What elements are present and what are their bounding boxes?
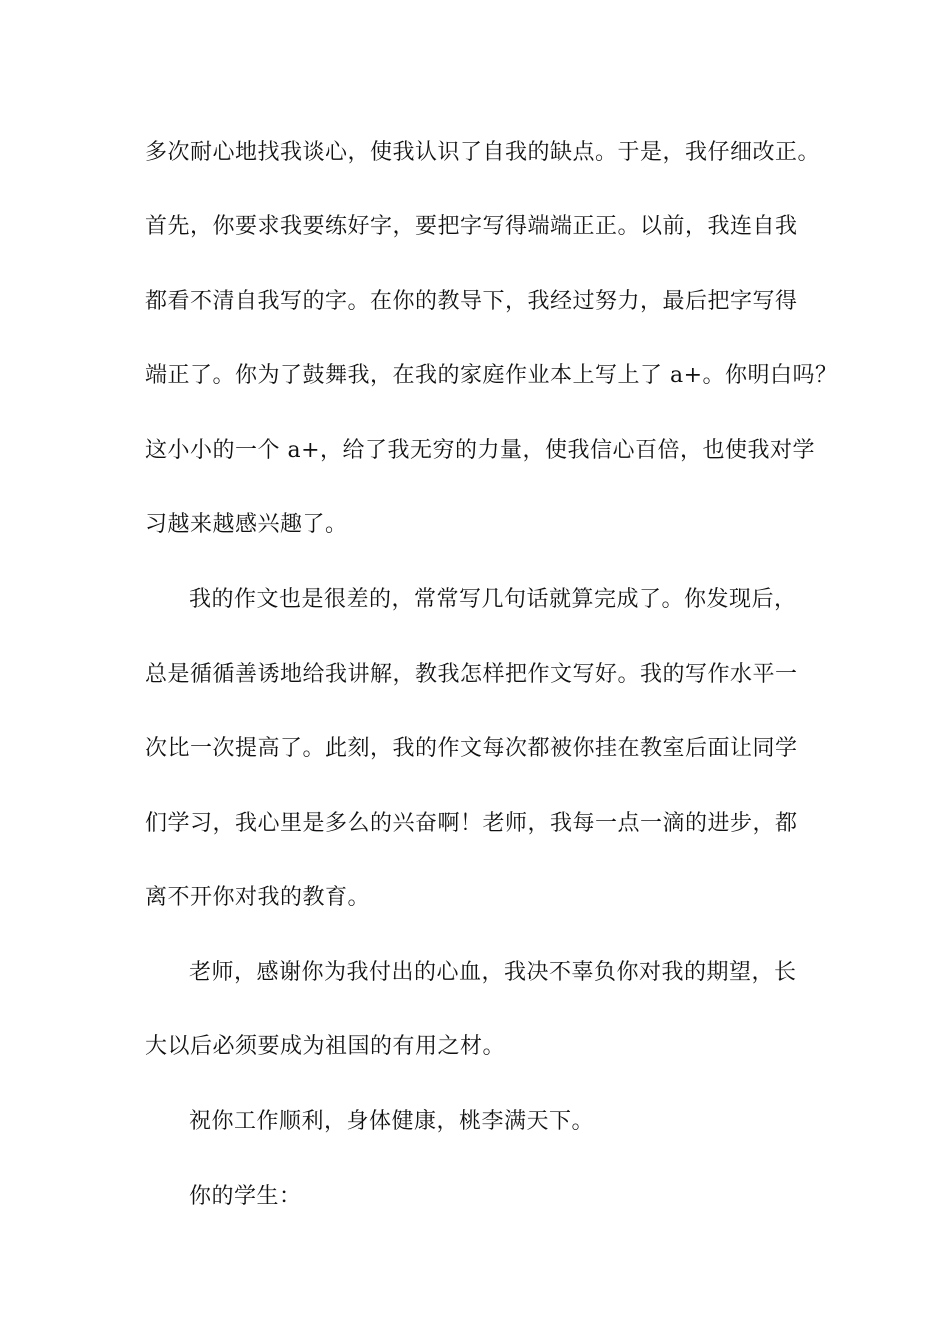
text-line: 总是循循善诱地给我讲解，教我怎样把作文写好。我的写作水平一 xyxy=(145,662,798,687)
text-line: 习越来越感兴趣了。 xyxy=(145,512,348,537)
text-line: 都看不清自我写的字。在你的教导下，我经过努力，最后把字写得 xyxy=(145,289,798,314)
text-line: 离不开你对我的教育。 xyxy=(145,885,371,910)
signature-label: 你的学生： xyxy=(189,1184,302,1209)
text-line: 多次耐心地找我谈心，使我认识了自我的缺点。于是，我仔细改正。 xyxy=(145,140,821,165)
text-line: 大以后必须要成为祖国的有用之材。 xyxy=(145,1034,506,1059)
closing-wish: 祝你工作顺利，身体健康，桃李满天下。 xyxy=(189,1109,595,1134)
text-line: 端正了。你为了鼓舞我，在我的家庭作业本上写上了 a+。你明白吗？ xyxy=(145,363,838,388)
text-line: 这小小的一个 a+，给了我无穷的力量，使我信心百倍，也使我对学 xyxy=(145,438,816,463)
paragraph-start-line: 老师，感谢你为我付出的心血，我决不辜负你对我的期望，长 xyxy=(189,960,797,985)
text-line: 们学习，我心里是多么的兴奋啊！老师，我每一点一滴的进步，都 xyxy=(145,811,798,836)
text-line: 首先，你要求我要练好字，要把字写得端端正正。以前，我连自我 xyxy=(145,214,798,239)
text-line: 次比一次提高了。此刻，我的作文每次都被你挂在教室后面让同学 xyxy=(145,736,798,761)
paragraph-start-line: 我的作文也是很差的，常常写几句话就算完成了。你发现后， xyxy=(189,587,797,612)
